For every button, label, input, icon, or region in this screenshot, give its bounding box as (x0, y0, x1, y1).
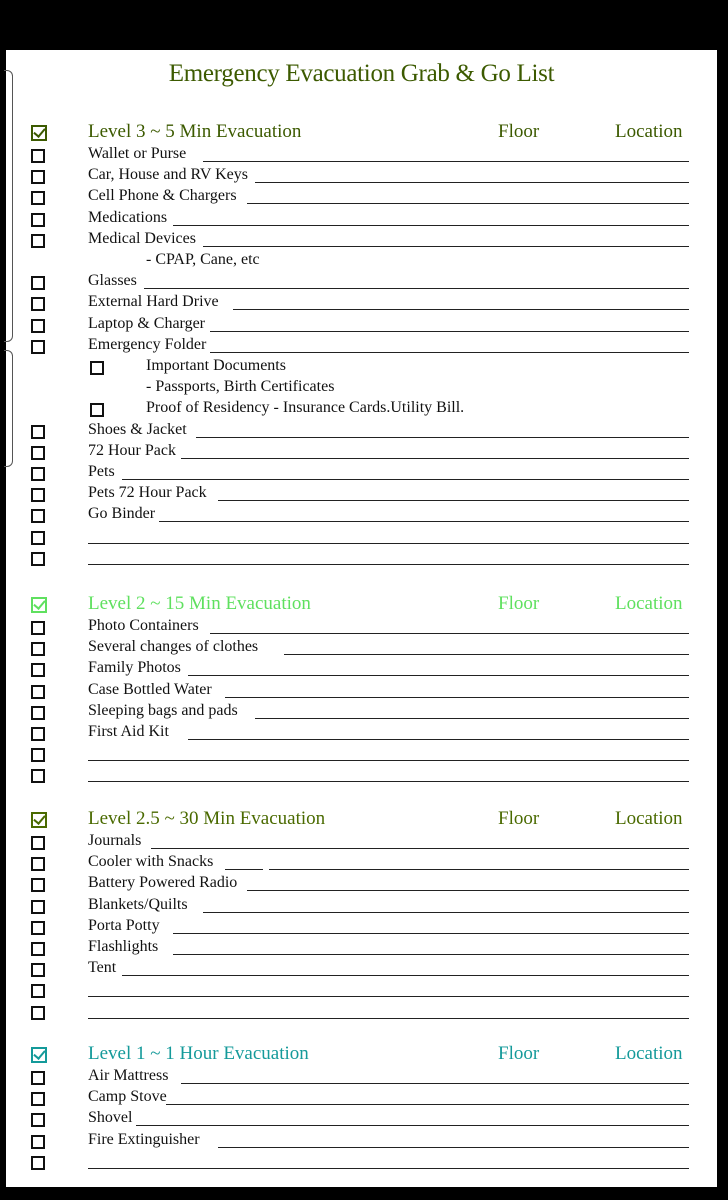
checkbox[interactable] (31, 170, 45, 184)
checkbox[interactable] (31, 1156, 45, 1170)
write-in-line[interactable] (144, 288, 689, 289)
page-title: Emergency Evacuation Grab & Go List (168, 60, 555, 87)
item-label: Cell Phone & Chargers (88, 187, 237, 205)
section-header (6, 123, 717, 143)
item-label: First Aid Kit (88, 723, 169, 740)
item-label: Go Binder (88, 505, 156, 523)
floor-column-header: Floor (498, 593, 540, 614)
list-item (6, 527, 717, 548)
item-label: Camp Stove (88, 1088, 167, 1106)
checkbox[interactable] (31, 769, 45, 783)
write-in-line[interactable] (210, 633, 689, 634)
write-in-line[interactable] (210, 352, 689, 353)
write-in-line[interactable] (255, 182, 689, 183)
write-in-line[interactable] (210, 331, 689, 332)
write-in-line[interactable] (122, 479, 689, 480)
checkbox[interactable] (90, 403, 104, 417)
list-item (6, 399, 717, 420)
checkbox[interactable] (31, 552, 45, 566)
write-in-line[interactable] (88, 1168, 689, 1169)
write-in-line[interactable] (247, 203, 689, 204)
item-label: Car, House and RV Keys (88, 166, 248, 184)
item-label: Medical Devices (88, 229, 196, 247)
section-title: Level 2 ~ 15 Min Evacuation (88, 593, 311, 614)
list-item (6, 765, 717, 786)
checkbox[interactable] (31, 509, 45, 523)
checkbox[interactable] (31, 1113, 45, 1127)
list-item (6, 315, 717, 336)
write-in-line[interactable] (196, 437, 689, 438)
list-item (6, 505, 717, 526)
list-item (6, 959, 717, 980)
checkbox[interactable] (31, 1006, 45, 1020)
checkbox[interactable] (31, 642, 45, 656)
write-in-line[interactable] (181, 1083, 689, 1084)
list-item (6, 442, 717, 463)
header-checked-box-icon[interactable] (31, 597, 47, 613)
write-in-line[interactable] (218, 500, 689, 501)
location-column-header: Location (615, 808, 683, 829)
checkbox[interactable] (31, 467, 45, 481)
section-header (6, 810, 717, 830)
item-label: Medications (88, 208, 168, 226)
floor-column-header: Floor (498, 121, 540, 142)
item-label: - Passports, Birth Certificates (146, 378, 335, 396)
list-item (6, 980, 717, 1001)
section-header (6, 1045, 717, 1065)
checkbox[interactable] (31, 984, 45, 998)
checkbox[interactable] (31, 234, 45, 248)
checkbox[interactable] (31, 706, 45, 720)
write-in-line[interactable] (151, 848, 689, 849)
list-item (6, 617, 717, 638)
item-label: Laptop & Charger (88, 314, 206, 332)
list-item (6, 744, 717, 765)
write-in-line[interactable] (166, 1104, 689, 1105)
list-item (6, 1067, 717, 1088)
list-item (6, 336, 717, 357)
list-item (6, 463, 717, 484)
section-title: Level 3 ~ 5 Min Evacuation (88, 121, 302, 142)
location-column-header: Location (615, 1043, 683, 1064)
list-item (6, 187, 717, 208)
list-item (6, 272, 717, 293)
item-label: Air Mattress (88, 1067, 169, 1084)
write-in-line[interactable] (255, 718, 689, 719)
checkbox[interactable] (31, 748, 45, 762)
checkbox[interactable] (31, 319, 45, 333)
list-item (6, 145, 717, 166)
checkbox[interactable] (31, 857, 45, 871)
item-label: Porta Potty (88, 916, 160, 934)
item-label: Glasses (88, 272, 137, 290)
section-title: Level 2.5 ~ 30 Min Evacuation (88, 808, 326, 829)
item-label: Case Bottled Water (88, 680, 212, 698)
write-in-line[interactable] (88, 760, 689, 761)
item-label: Important Documents (146, 357, 286, 374)
write-in-line[interactable] (225, 869, 263, 870)
list-item (6, 1131, 717, 1152)
item-label: Photo Containers (88, 617, 199, 634)
floor-column-header: Floor (498, 808, 540, 829)
header-checked-box-icon[interactable] (31, 812, 47, 828)
list-item (6, 1152, 717, 1173)
checkbox[interactable] (31, 149, 45, 163)
write-in-line[interactable] (159, 521, 689, 522)
item-label: Wallet or Purse (88, 145, 187, 162)
checkbox[interactable] (31, 621, 45, 635)
write-in-line[interactable] (218, 1147, 689, 1148)
write-in-line[interactable] (88, 1018, 689, 1019)
write-in-line[interactable] (247, 890, 689, 891)
write-in-line[interactable] (188, 739, 689, 740)
item-label: Flashlights (88, 938, 159, 955)
list-item (6, 853, 717, 874)
list-item (6, 166, 717, 187)
write-in-line[interactable] (88, 996, 689, 997)
item-label: Cooler with Snacks (88, 853, 214, 871)
write-in-line[interactable] (225, 697, 689, 698)
checkbox[interactable] (31, 191, 45, 205)
list-item (6, 484, 717, 505)
write-in-line[interactable] (88, 781, 689, 782)
list-item (6, 917, 717, 938)
list-item (6, 938, 717, 959)
write-in-line[interactable] (203, 161, 689, 162)
checkbox[interactable] (31, 836, 45, 850)
item-label: Emergency Folder (88, 335, 207, 353)
checkbox[interactable] (31, 878, 45, 892)
write-in-line[interactable] (173, 933, 689, 934)
list-item (6, 1088, 717, 1109)
item-label: Fire Extinguisher (88, 1130, 200, 1148)
list-item (6, 874, 717, 895)
item-label: Pets (88, 463, 115, 480)
write-in-line[interactable] (233, 309, 689, 310)
location-column-header: Location (615, 121, 683, 142)
checkbox[interactable] (31, 942, 45, 956)
write-in-line[interactable] (88, 543, 689, 544)
item-label: Shovel (88, 1109, 133, 1127)
write-in-line[interactable] (122, 975, 689, 976)
list-item (6, 832, 717, 853)
checkbox[interactable] (31, 340, 45, 354)
header-checked-box-icon[interactable] (31, 1047, 47, 1063)
item-label: Blankets/Quilts (88, 895, 188, 913)
write-in-line[interactable] (181, 458, 689, 459)
list-item (6, 230, 717, 251)
list-item (6, 723, 717, 744)
checklist-page (6, 50, 717, 1187)
write-in-line[interactable] (173, 225, 689, 226)
write-in-line[interactable] (136, 1125, 689, 1126)
item-label: - CPAP, Cane, etc (146, 251, 260, 268)
write-in-line[interactable] (203, 246, 689, 247)
item-label: Battery Powered Radio (88, 874, 238, 892)
checkbox[interactable] (31, 1071, 45, 1085)
item-label: Several changes of clothes (88, 638, 259, 656)
list-item (6, 548, 717, 569)
item-label: Sleeping bags and pads (88, 701, 238, 719)
write-in-line[interactable] (284, 654, 689, 655)
checkbox[interactable] (31, 425, 45, 439)
checkbox[interactable] (31, 921, 45, 935)
checkbox[interactable] (31, 297, 45, 311)
write-in-line[interactable] (173, 954, 689, 955)
location-column-header: Location (615, 593, 683, 614)
list-item (6, 378, 717, 399)
checkbox[interactable] (31, 446, 45, 460)
list-item (6, 1109, 717, 1130)
write-in-line[interactable] (188, 675, 689, 676)
item-label: 72 Hour Pack (88, 441, 176, 459)
list-item (6, 702, 717, 723)
checkbox[interactable] (90, 361, 104, 375)
checkbox[interactable] (31, 685, 45, 699)
checkbox[interactable] (31, 1135, 45, 1149)
item-label: Tent (88, 959, 117, 977)
checkbox[interactable] (31, 276, 45, 290)
item-label: Shoes & Jacket (88, 420, 187, 438)
header-checked-box-icon[interactable] (31, 125, 47, 141)
list-item (6, 357, 717, 378)
list-item (6, 293, 717, 314)
list-item (6, 896, 717, 917)
list-item (6, 209, 717, 230)
list-item (6, 1002, 717, 1023)
checkbox[interactable] (31, 663, 45, 677)
list-item (6, 421, 717, 442)
item-label: Journals (88, 832, 142, 849)
write-in-line[interactable] (88, 564, 689, 565)
write-in-line[interactable] (269, 869, 689, 870)
checkbox[interactable] (31, 1092, 45, 1106)
item-label: Family Photos (88, 659, 181, 677)
item-label: External Hard Drive (88, 293, 219, 311)
checkbox[interactable] (31, 531, 45, 545)
write-in-line[interactable] (203, 912, 689, 913)
checkbox[interactable] (31, 900, 45, 914)
item-label: Proof of Residency - Insurance Cards.Utility Bill. (146, 399, 465, 417)
list-item (6, 638, 717, 659)
section-title: Level 1 ~ 1 Hour Evacuation (88, 1043, 309, 1064)
floor-column-header: Floor (498, 1043, 540, 1064)
item-label: Pets 72 Hour Pack (88, 484, 207, 502)
list-item (6, 251, 717, 272)
checkbox[interactable] (31, 213, 45, 227)
section-header (6, 595, 717, 615)
checkbox[interactable] (31, 963, 45, 977)
checkbox[interactable] (31, 727, 45, 741)
list-item (6, 659, 717, 680)
checkbox[interactable] (31, 488, 45, 502)
list-item (6, 681, 717, 702)
